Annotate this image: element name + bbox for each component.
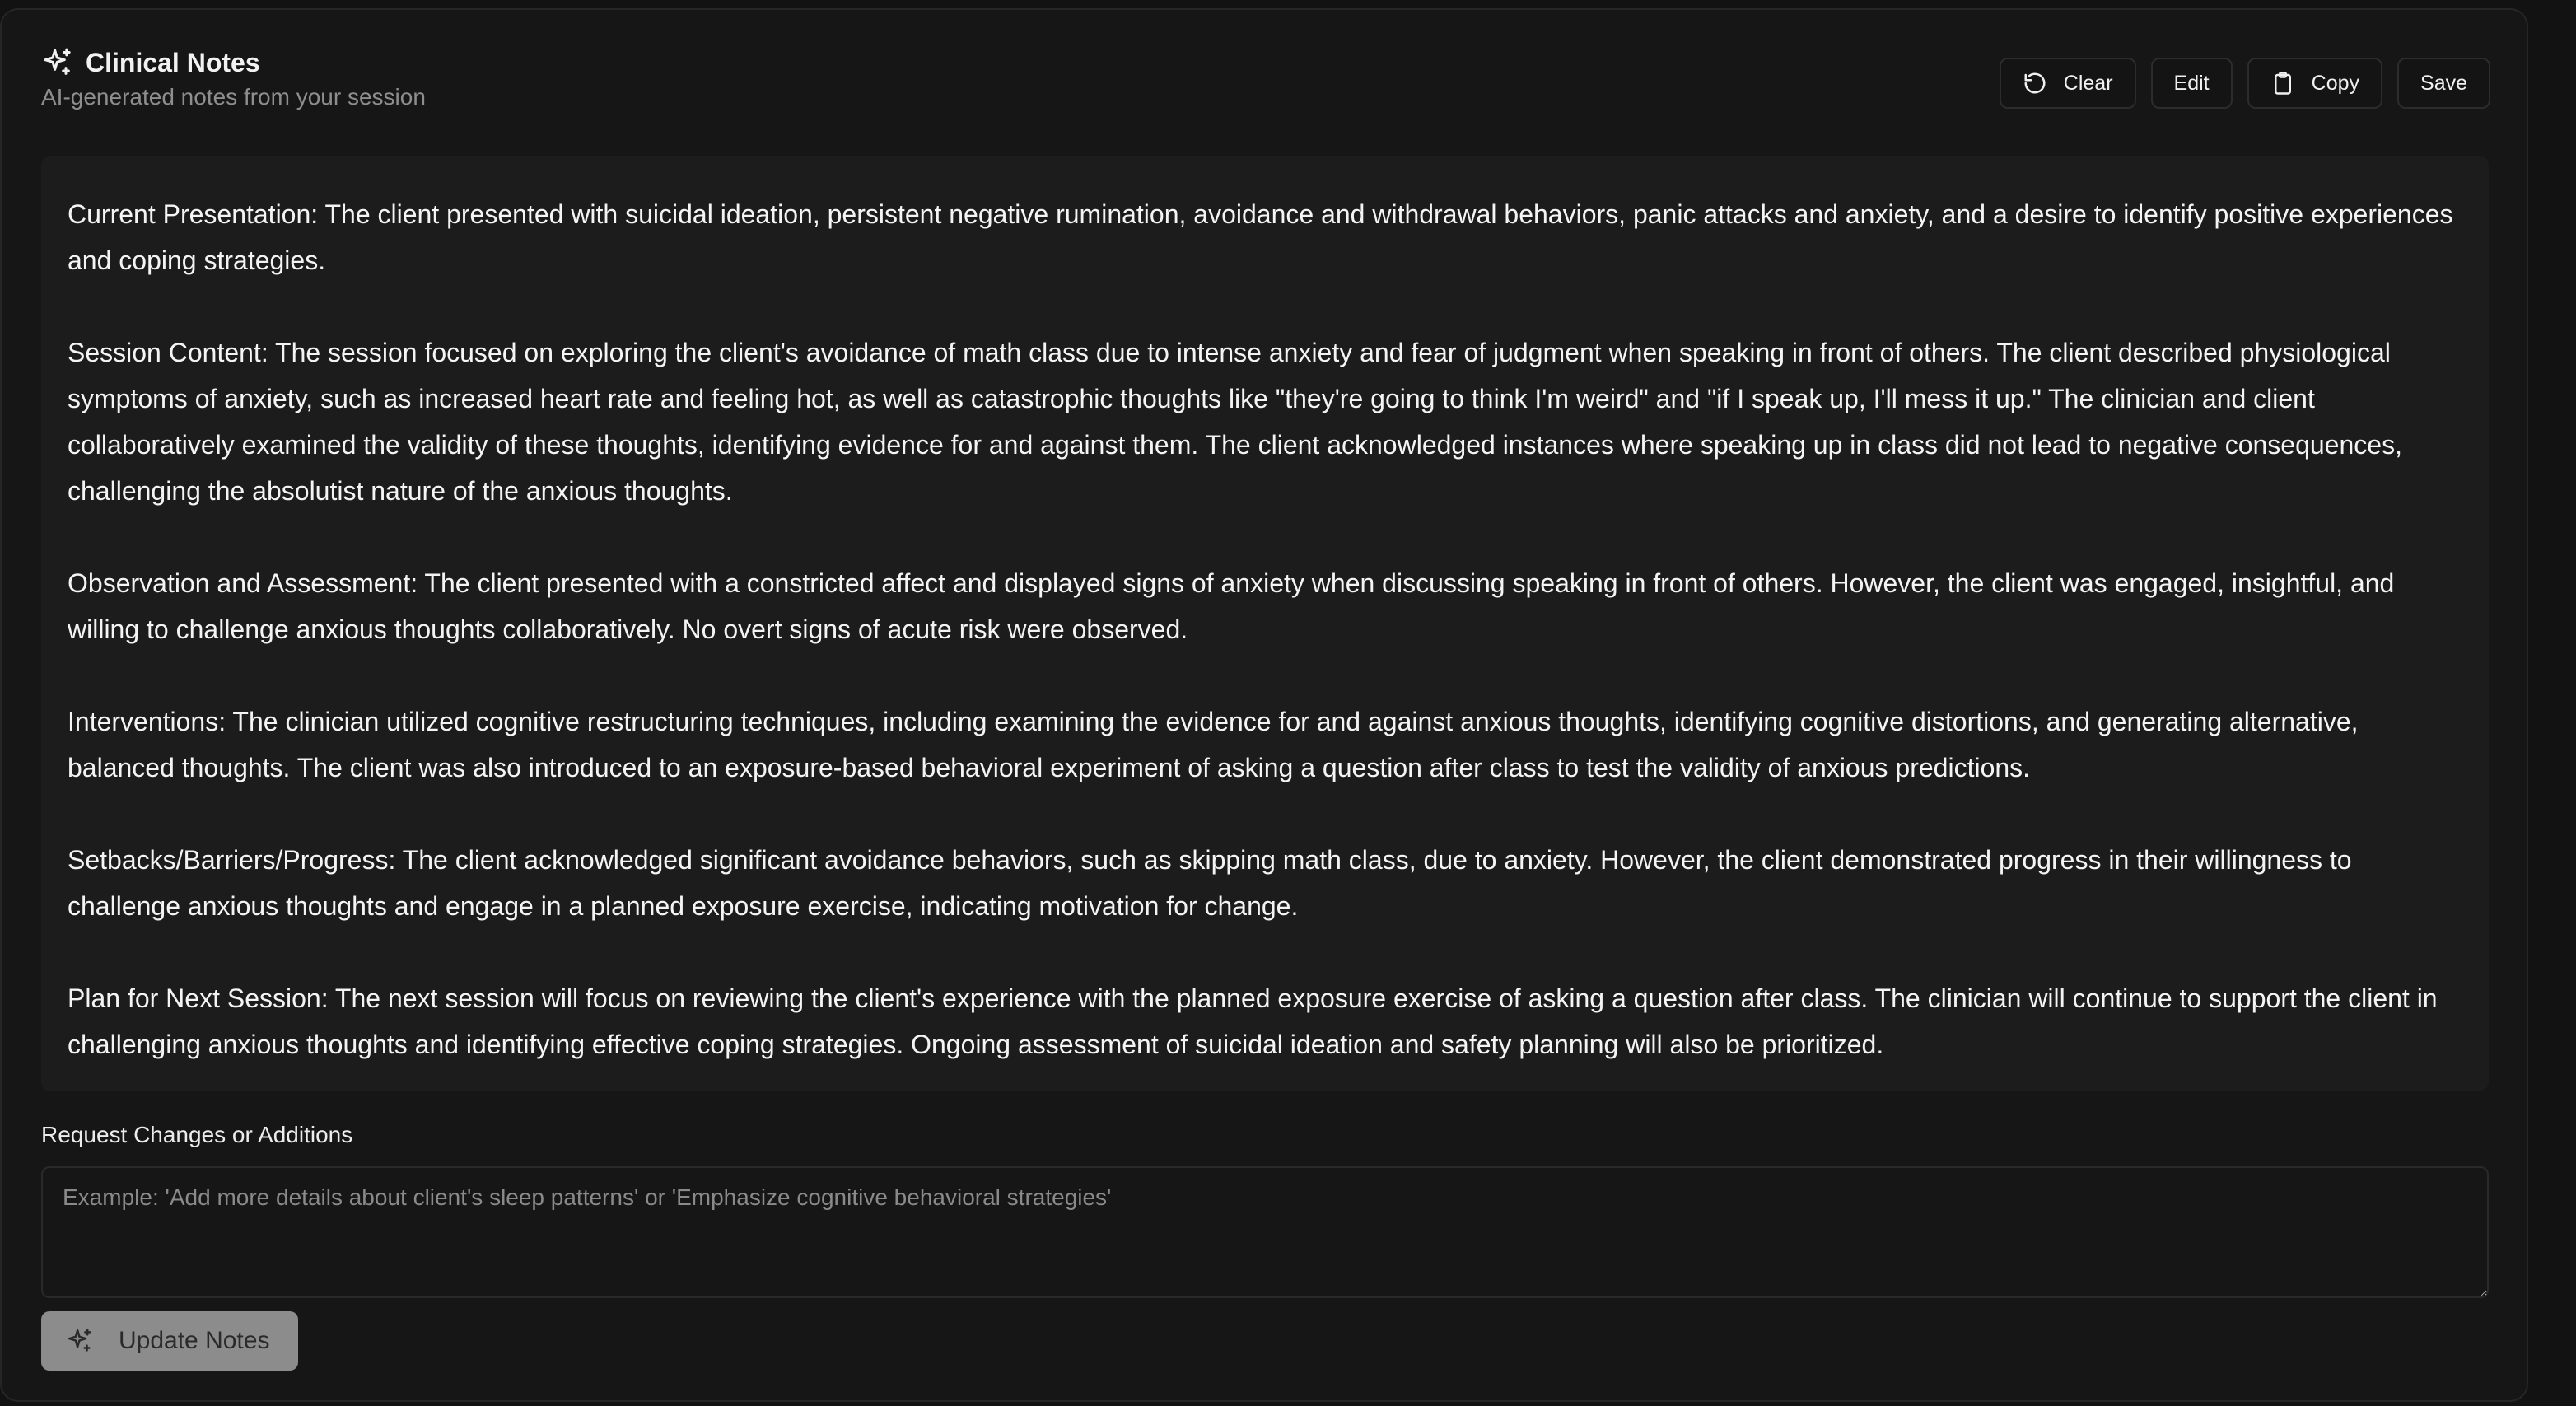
save-button[interactable] (2397, 58, 2490, 109)
update-notes-label: Update Notes (119, 1327, 270, 1354)
page-subtitle: AI-generated notes from your session (41, 84, 426, 110)
note-paragraph-setbacks-progress: Setbacks/Barriers/Progress: The client acknowledged significant avoidance behaviors, such as skipping math class, due to anxiety. However, the client demonstrated progress in their willingness to challenge anxious thoughts and engage in a planned exposure exercise, indicating motivation for change. (68, 845, 2352, 921)
clear-button[interactable] (2000, 58, 2136, 109)
title-row (41, 46, 426, 79)
note-paragraph-session-content: Session Content: The session focused on exploring the client's avoidance of math class due to intense anxiety and fear of judgment when speaking in front of others. The client described physiological symptoms of anxiety, such as increased heart rate and feeling hot, as well as catastrophic thoughts like "they're going to think I'm weird" and "if I speak up, I'll mess it up." The clinician and client collaboratively examined the validity of these thoughts, identifying evidence for and against them. The client acknowledged instances where speaking up in class did not lead to negative consequences, challenging the absolutist nature of the anxious thoughts. (68, 338, 2402, 506)
note-paragraph-observation-assessment: Observation and Assessment: The client presented with a constricted affect and displayed signs of anxiety when discussing speaking in front of others. However, the client was engaged, insightful, and willing to challenge anxious thoughts collaboratively. No overt signs of acute risk were observed. (68, 568, 2395, 644)
card-header (41, 46, 426, 110)
notes-content (41, 156, 2489, 1091)
page-title: Clinical Notes (86, 47, 260, 77)
edit-button[interactable] (2151, 58, 2233, 109)
copy-button-label: Copy (2311, 71, 2360, 95)
toolbar (2000, 58, 2490, 109)
rotate-ccw-icon (2023, 71, 2047, 96)
edit-button-label: Edit (2173, 71, 2210, 95)
clinical-notes-card (0, 8, 2528, 1402)
note-paragraph-plan-next-session: Plan for Next Session: The next session will focus on reviewing the client's experience with the planned exposure exercise of asking a question after class. The clinician will continue to support the client in challenging anxious thoughts and identifying effective coping strategies. Ongoing assessment of suicidal ideation and safety planning will also be prioritized. (68, 983, 2438, 1059)
save-button-label: Save (2420, 71, 2467, 95)
note-paragraph-current-presentation: Current Presentation: The client presented with suicidal ideation, persistent negative rumination, avoidance and withdrawal behaviors, panic attacks and anxiety, and a desire to identify positive experiences and coping strategies. (68, 199, 2453, 275)
clear-button-label: Clear (2063, 71, 2113, 95)
clipboard-icon (2270, 71, 2295, 96)
sparkles-icon (41, 46, 74, 79)
update-notes-button[interactable] (41, 1311, 298, 1371)
request-changes-input[interactable] (41, 1166, 2489, 1298)
note-paragraph-interventions: Interventions: The clinician utilized cognitive restructuring techniques, including examining the evidence for and against anxious thoughts, identifying cognitive distortions, and generating alternative, balanced thoughts. The client was also introduced to an exposure-based behavioral experiment of asking a question after class to test the validity of anxious predictions. (68, 707, 2359, 782)
request-changes-label: Request Changes or Additions (41, 1122, 353, 1147)
copy-button[interactable] (2247, 58, 2382, 109)
sparkles-icon (66, 1327, 94, 1355)
